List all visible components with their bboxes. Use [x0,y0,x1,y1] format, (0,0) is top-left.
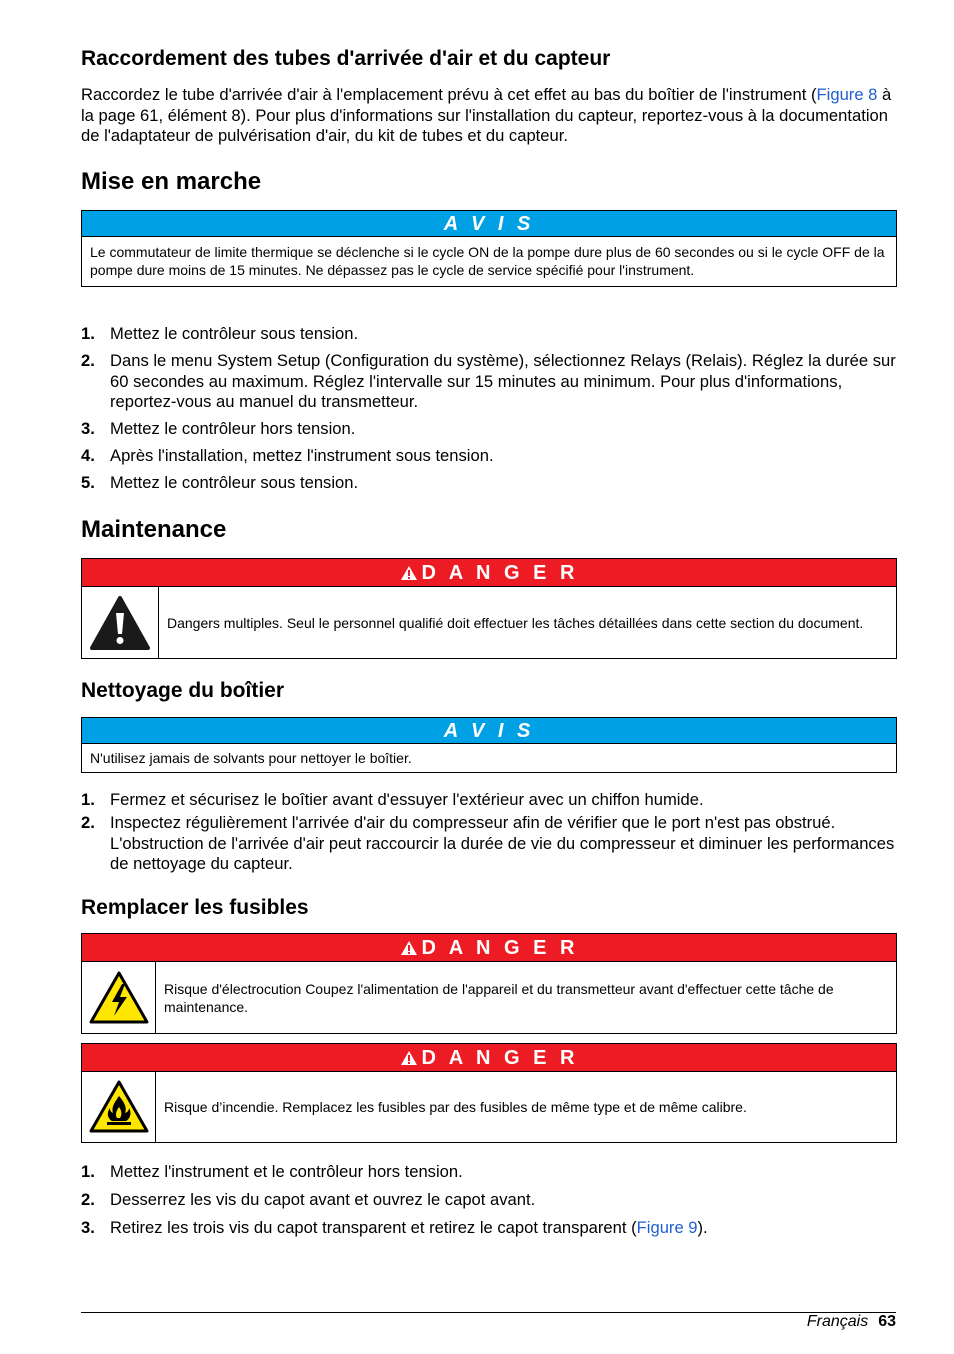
step-text: Inspectez régulièrement l'arrivée d'air du compresseur afin de vérifier que le port n'est pas obstrué. L'obstruction de l'arrivée d'air peut raccourcir la durée de vie du compresseur et diminuer les performances de nettoyage du capteur. [110,813,895,873]
warning-triangle-icon [400,940,418,956]
electrocution-hazard-icon [82,962,156,1033]
step-number: 1. [81,324,95,343]
step-text: Mettez l'instrument et le contrôleur hors tension. [110,1162,463,1181]
step-item [81,1162,897,1183]
notice-text: N'utilisez jamais de solvants pour nettoyer le boîtier. [90,750,412,766]
section-heading-mise-en-marche: Mise en marche [81,168,262,195]
danger-text: Dangers multiples. Seul le personnel qualifié doit effectuer les tâches détaillées dans cette section du document. [167,614,864,631]
tubes-paragraph [81,85,897,147]
section-heading-fusibles: Remplacer les fusibles [81,896,309,919]
tubes-paragraph-text-end: à la page 61, élément 8). Pour plus d'informations sur l'installation du capteur, reportez-vous à la documentation de l'adaptateur de pulvérisation d'air, du kit de tubes et du capteur. [81,85,892,145]
step-item [81,813,897,875]
step-text: Retirez les trois vis du capot transparent et retirez le capot transparent ( [110,1218,637,1237]
section-heading-nettoyage: Nettoyage du boîtier [81,679,285,702]
danger-content [82,587,896,658]
step-item [81,1190,897,1211]
notice-box-startup [81,210,897,287]
step-number: 4. [81,446,95,465]
step-number: 2. [81,1190,95,1209]
page-number: 63 [878,1313,896,1330]
step-number: 3. [81,1218,95,1237]
section-heading-tubes: Raccordement des tubes d'arrivée d'air et du capteur [81,47,611,70]
fuse-steps [81,1162,897,1239]
danger-text: Risque d'électrocution Coupez l'alimentation de l'appareil et du transmetteur avant d'effectuer cette tâche de maintenance. [164,980,834,1015]
notice-label: A V I S [82,718,896,744]
danger-header [82,559,896,587]
figure-9-link[interactable]: Figure 9 [636,1218,698,1237]
step-number: 1. [81,790,95,809]
danger-box-electrocution [81,933,897,1034]
warning-triangle-icon [400,1050,418,1066]
step-item [81,790,897,811]
step-item [81,1218,897,1239]
danger-box-maintenance [81,558,897,659]
step-text: Mettez le contrôleur hors tension. [110,419,356,438]
tubes-paragraph-text-start: Raccordez le tube d'arrivée d'air à l'emplacement prévu à cet effet au bas du boîtier de l'instrument ( [81,85,817,104]
danger-box-fire [81,1043,897,1143]
step-text: Mettez le contrôleur sous tension. [110,324,359,343]
step-text-end: ). [697,1218,708,1237]
danger-header [82,1044,896,1072]
figure-8-link[interactable]: Figure 8 [816,85,878,104]
step-item [81,419,897,440]
step-item [81,473,897,494]
notice-text: Le commutateur de limite thermique se déclenche si le cycle ON de la pompe dure plus de 60 secondes ou si le cycle OFF de la pompe dure moins de 15 minutes. Ne dépassez pas le cycle de service spécifié pour l'instrument. [90,244,885,278]
step-text: Dans le menu System Setup (Configuration du système), sélectionnez Relays (Relais). Réglez la durée sur 60 secondes au maximum. Réglez l'intervalle sur 15 minutes au minimum. Pour plus d'informations, reportez-vous au manuel du transmetteur. [110,351,896,411]
step-number: 2. [81,813,95,832]
footer-rule [81,1312,896,1313]
step-text: Après l'installation, mettez l'instrument sous tension. [110,446,494,465]
general-warning-icon [82,587,159,658]
danger-header [82,934,896,962]
danger-content [82,1072,896,1142]
section-heading-maintenance: Maintenance [81,516,227,543]
warning-triangle-icon [400,565,418,581]
danger-label: D A N G E R [421,937,579,959]
step-text: Desserrez les vis du capot avant et ouvrez le capot avant. [110,1190,536,1209]
footer-language: Français [806,1313,869,1330]
step-text: Fermez et sécurisez le boîtier avant d'essuyer l'extérieur avec un chiffon humide. [110,790,704,809]
step-item [81,324,897,345]
step-number: 5. [81,473,95,492]
page-footer [807,1311,896,1333]
step-number: 3. [81,419,95,438]
step-item [81,446,897,467]
notice-box-cleaning [81,717,897,773]
danger-text: Risque d’incendie. Remplacez les fusibles par des fusibles de même type et de même calibre. [164,1099,747,1115]
danger-label: D A N G E R [421,1047,579,1069]
cleaning-steps [81,790,897,875]
fire-hazard-icon [82,1072,156,1142]
step-item [81,351,897,413]
step-text: Mettez le contrôleur sous tension. [110,473,359,492]
step-number: 2. [81,351,95,370]
notice-label: A V I S [82,211,896,237]
startup-steps [81,324,897,494]
danger-label: D A N G E R [421,562,579,584]
step-number: 1. [81,1162,95,1181]
danger-content [82,962,896,1033]
